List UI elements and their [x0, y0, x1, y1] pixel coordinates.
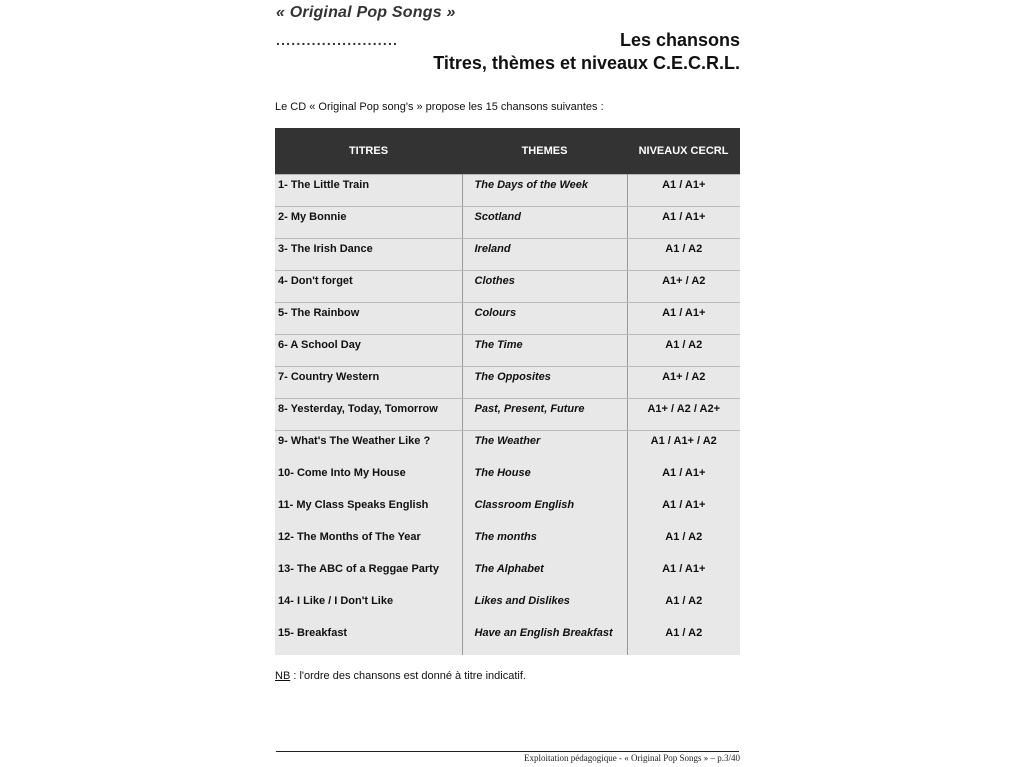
song-level: A1 / A2 [627, 239, 740, 271]
table-row [275, 527, 740, 559]
song-theme: Past, Present, Future [462, 399, 627, 431]
song-title: 13- The ABC of a Reggae Party [275, 559, 462, 591]
table-row [275, 303, 740, 335]
song-theme: Clothes [462, 271, 627, 303]
song-theme: The Weather [462, 431, 627, 463]
song-level: A1+ / A2 / A2+ [627, 399, 740, 431]
footer-divider [276, 751, 739, 752]
songs-table [275, 128, 740, 655]
song-title: 10- Come Into My House [275, 463, 462, 495]
song-level: A1 / A1+ [627, 463, 740, 495]
table-row [275, 239, 740, 271]
column-header-titres: TITRES [275, 128, 462, 175]
song-theme: The House [462, 463, 627, 495]
column-header-themes: THEMES [462, 128, 627, 175]
song-level: A1 / A2 [627, 623, 740, 655]
table-row [275, 175, 740, 207]
song-theme: The Days of the Week [462, 175, 627, 207]
page-title-line2: Titres, thèmes et niveaux C.E.C.R.L. [433, 53, 740, 73]
song-level: A1+ / A2 [627, 367, 740, 399]
table-row [275, 367, 740, 399]
table-row [275, 463, 740, 495]
song-title: 6- A School Day [275, 335, 462, 367]
song-level: A1 / A1+ / A2 [627, 431, 740, 463]
intro-text: Le CD « Original Pop song's » propose les 15 chansons suivantes : [275, 101, 604, 113]
song-theme: Colours [462, 303, 627, 335]
table-row [275, 495, 740, 527]
song-title: 8- Yesterday, Today, Tomorrow [275, 399, 462, 431]
song-theme: Have an English Breakfast [462, 623, 627, 655]
song-level: A1 / A1+ [627, 559, 740, 591]
page-footer: Exploitation pédagogique - « Original Pop Songs » – p.3/40 [524, 753, 740, 763]
song-title: 15- Breakfast [275, 623, 462, 655]
song-title: 11- My Class Speaks English [275, 495, 462, 527]
song-level: A1 / A1+ [627, 303, 740, 335]
song-theme: Likes and Dislikes [462, 591, 627, 623]
table-row [275, 623, 740, 655]
song-title: 7- Country Western [275, 367, 462, 399]
song-level: A1 / A1+ [627, 175, 740, 207]
song-title: 12- The Months of The Year [275, 527, 462, 559]
song-level: A1 / A2 [627, 335, 740, 367]
song-title: 9- What's The Weather Like ? [275, 431, 462, 463]
song-title: 4- Don't forget [275, 271, 462, 303]
song-title: 14- I Like / I Don't Like [275, 591, 462, 623]
table-row [275, 431, 740, 463]
dotted-rule: ........................ [276, 32, 399, 48]
song-theme: The Time [462, 335, 627, 367]
song-theme: Ireland [462, 239, 627, 271]
table-row [275, 399, 740, 431]
song-level: A1 / A2 [627, 527, 740, 559]
song-title: 5- The Rainbow [275, 303, 462, 335]
song-theme: The months [462, 527, 627, 559]
column-header-niveaux: NIVEAUX CECRL [627, 128, 740, 175]
table-row [275, 559, 740, 591]
table-row [275, 271, 740, 303]
table-header-row [275, 128, 740, 175]
page-title [433, 29, 740, 75]
song-level: A1+ / A2 [627, 271, 740, 303]
brand-title: « Original Pop Songs » [276, 4, 456, 21]
song-title: 3- The Irish Dance [275, 239, 462, 271]
song-level: A1 / A1+ [627, 495, 740, 527]
footnote-label: NB [275, 670, 291, 682]
song-level: A1 / A2 [627, 591, 740, 623]
song-title: 2- My Bonnie [275, 207, 462, 239]
table-row [275, 207, 740, 239]
song-level: A1 / A1+ [627, 207, 740, 239]
song-theme: Classroom English [462, 495, 627, 527]
song-theme: The Alphabet [462, 559, 627, 591]
song-theme: The Opposites [462, 367, 627, 399]
footnote-text: : l'ordre des chansons est donné à titre indicatif. [290, 670, 526, 682]
table-row [275, 591, 740, 623]
table-row [275, 335, 740, 367]
song-theme: Scotland [462, 207, 627, 239]
footnote [275, 670, 526, 682]
song-title: 1- The Little Train [275, 175, 462, 207]
page-title-line1: Les chansons [619, 30, 740, 50]
